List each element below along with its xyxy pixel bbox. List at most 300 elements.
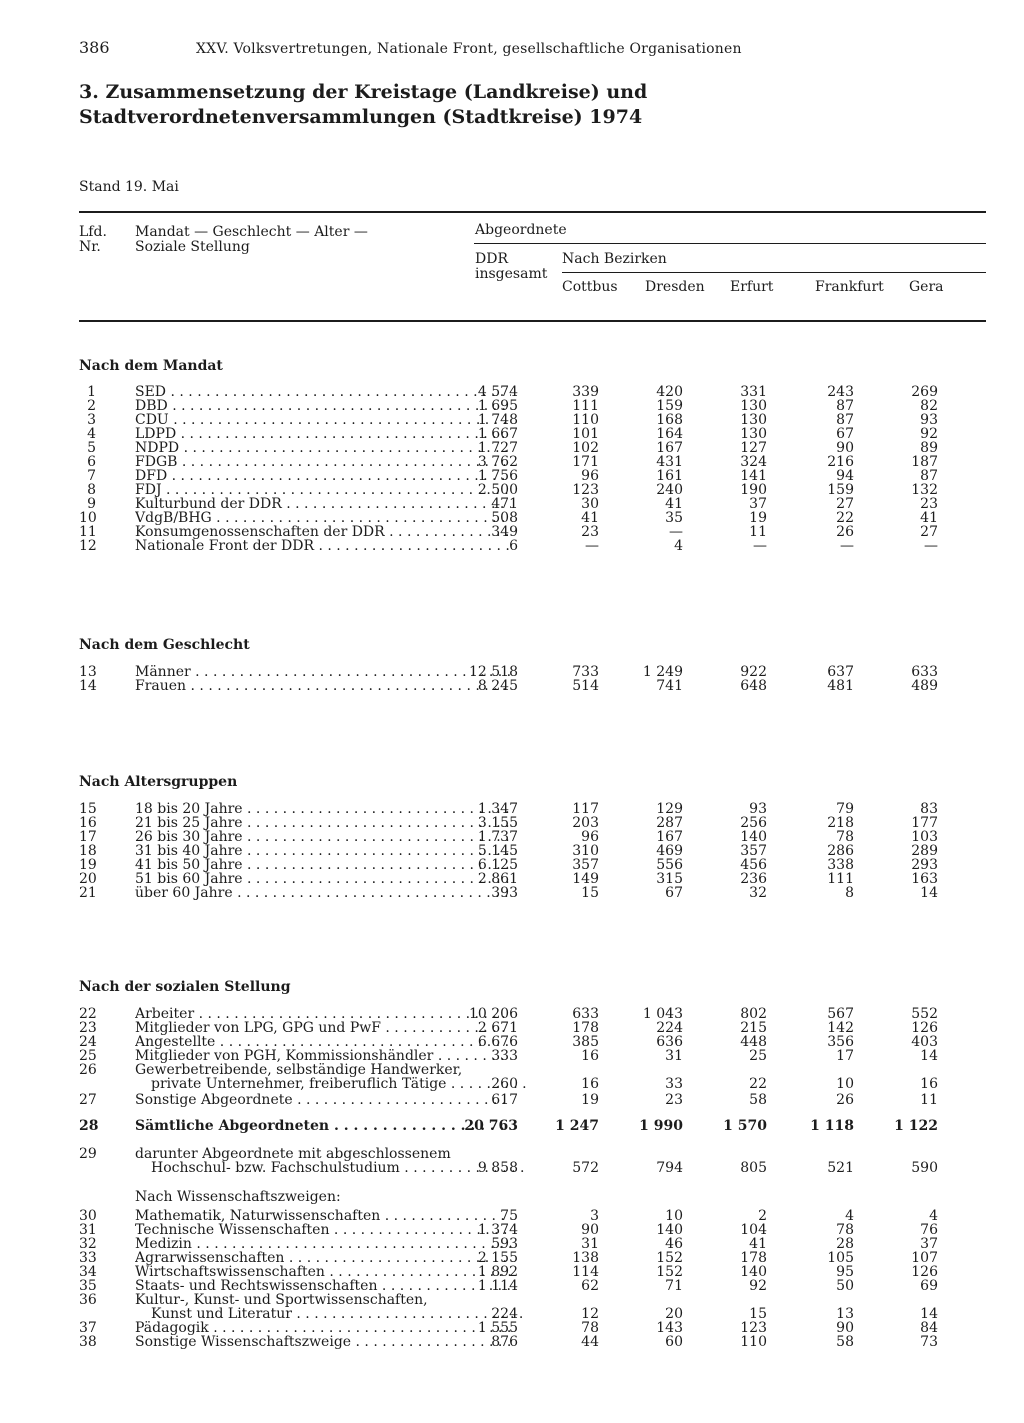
row-label: Mathematik, Naturwissenschaften . . .	[135, 1209, 511, 1223]
row-value: 58	[749, 1092, 767, 1108]
header-nr-text: Nr.	[79, 239, 101, 255]
table-row	[79, 858, 979, 872]
table-row	[79, 385, 979, 399]
row-value: 1 122	[894, 1118, 938, 1134]
row-number: 15	[79, 801, 97, 817]
table-row	[79, 1321, 979, 1335]
row-value: 16	[920, 1076, 938, 1092]
title-line-1: 3. Zusammensetzung der Kreistage (Landkreise) und	[79, 81, 648, 103]
row-number: 8	[87, 482, 96, 498]
row-value: 110	[572, 412, 599, 428]
row-number: 17	[79, 829, 97, 845]
table-row	[79, 427, 979, 441]
row-value: 489	[911, 678, 938, 694]
row-label: Arbeiter . . .	[135, 1007, 511, 1021]
row-value: 310	[572, 843, 599, 859]
row-value: 123	[572, 482, 599, 498]
table-row	[79, 1062, 979, 1092]
row-value: 46	[665, 1236, 683, 1252]
row-value: 33	[665, 1076, 683, 1092]
row-label: DBD . . .	[135, 399, 511, 413]
row-number: 33	[79, 1250, 97, 1266]
row-label: FDGB . . .	[135, 455, 511, 469]
table-row	[79, 1265, 979, 1279]
row-value: 1 374	[477, 1222, 518, 1238]
table-row	[79, 399, 979, 413]
row-value: 448	[740, 1034, 767, 1050]
row-value: 1 737	[477, 829, 518, 845]
row-value: 37	[749, 496, 767, 512]
row-number: 2	[87, 398, 96, 414]
row-value: 572	[572, 1160, 599, 1176]
row-value: 101	[572, 426, 599, 442]
row-label: 18 bis 20 Jahre . . .	[135, 802, 511, 816]
row-value: 6	[509, 538, 518, 554]
row-value: 2 155	[477, 1250, 518, 1266]
row-value: 10 206	[469, 1006, 518, 1022]
row-number: 26	[79, 1062, 97, 1078]
row-value: 129	[656, 801, 683, 817]
row-number: 19	[79, 857, 97, 873]
row-value: 1 667	[477, 426, 518, 442]
section-heading: Nach dem Geschlecht	[79, 637, 250, 653]
row-value: 741	[656, 678, 683, 694]
header-nach-bezirken: Nach Bezirken	[562, 251, 667, 267]
table-title	[79, 80, 679, 130]
row-value: 41	[920, 510, 938, 526]
row-value: 6 676	[477, 1034, 518, 1050]
row-label: Wirtschaftswissenschaften . . .	[135, 1265, 511, 1279]
row-value: 1 570	[723, 1118, 767, 1134]
row-value: 152	[656, 1264, 683, 1280]
row-label: Mitglieder von LPG, GPG und PwF . . .	[135, 1021, 511, 1035]
row-value: 269	[911, 384, 938, 400]
row-value: 105	[827, 1250, 854, 1266]
row-value: 60	[665, 1334, 683, 1350]
row-label: Kultur-, Kunst- und Sportwissenschaften,	[135, 1292, 428, 1308]
row-value: 114	[572, 1264, 599, 1280]
row-value: 8 245	[477, 678, 518, 694]
row-value: 636	[656, 1034, 683, 1050]
header-bezirk-frankfurt: Frankfurt	[815, 279, 884, 295]
row-label: LDPD . . .	[135, 427, 511, 441]
row-value: 178	[740, 1250, 767, 1266]
row-value: 287	[656, 815, 683, 831]
table-row	[79, 455, 979, 469]
row-number: 10	[79, 510, 97, 526]
row-value: 96	[581, 829, 599, 845]
table-row	[79, 802, 979, 816]
table-row	[79, 1251, 979, 1265]
row-value: 2	[758, 1208, 767, 1224]
row-value: 357	[740, 843, 767, 859]
section-heading: Nach Altersgruppen	[79, 774, 238, 790]
row-label: 51 bis 60 Jahre . . .	[135, 872, 511, 886]
row-value: 27	[920, 524, 938, 540]
row-value: 26	[836, 1092, 854, 1108]
table-row	[79, 1279, 979, 1293]
row-value: 50	[836, 1278, 854, 1294]
row-value: 393	[491, 885, 518, 901]
row-value: 164	[656, 426, 683, 442]
row-value: 1 247	[555, 1118, 599, 1134]
row-value: 126	[911, 1264, 938, 1280]
row-value: 1 555	[477, 1320, 518, 1336]
row-value: 805	[740, 1160, 767, 1176]
row-value: 58	[836, 1334, 854, 1350]
row-value: 67	[836, 426, 854, 442]
row-value: 508	[491, 510, 518, 526]
table-row	[79, 886, 979, 900]
row-number: 24	[79, 1034, 97, 1050]
row-value: 289	[911, 843, 938, 859]
row-value: 633	[911, 664, 938, 680]
row-label: Technische Wissenschaften . . .	[135, 1223, 511, 1237]
row-label: FDJ . . .	[135, 483, 511, 497]
row-value: 96	[581, 468, 599, 484]
row-value: 215	[740, 1020, 767, 1036]
row-value: 456	[740, 857, 767, 873]
row-label: Pädagogik . . .	[135, 1321, 511, 1335]
table-row	[79, 665, 979, 679]
row-value: 13	[836, 1306, 854, 1322]
row-value: 357	[572, 857, 599, 873]
row-label-continued: Hochschul- bzw. Fachschulstudium . . .	[135, 1161, 527, 1175]
row-value: 16	[581, 1076, 599, 1092]
header-label-line-2: Soziale Stellung	[135, 239, 250, 255]
row-value: 552	[911, 1006, 938, 1022]
row-value: 1 892	[477, 1264, 518, 1280]
row-number: 4	[87, 426, 96, 442]
row-value: 152	[656, 1250, 683, 1266]
row-number: 20	[79, 871, 97, 887]
row-value: 104	[740, 1222, 767, 1238]
row-value: 62	[581, 1278, 599, 1294]
row-label: DFD . . .	[135, 469, 511, 483]
row-value: 2 861	[477, 871, 518, 887]
table-row	[79, 844, 979, 858]
row-value: 159	[827, 482, 854, 498]
row-value: 240	[656, 482, 683, 498]
row-value: 19	[749, 510, 767, 526]
row-label: VdgB/BHG . . .	[135, 511, 511, 525]
row-value: 92	[749, 1278, 767, 1294]
row-number: 1	[87, 384, 96, 400]
row-number: 13	[79, 664, 97, 680]
row-value: 794	[656, 1160, 683, 1176]
row-label: Sonstige Wissenschaftszweige . . .	[135, 1335, 511, 1349]
row-number: 29	[79, 1146, 97, 1162]
row-value: 168	[656, 412, 683, 428]
table-row	[79, 1292, 979, 1322]
row-value: 22	[749, 1076, 767, 1092]
row-value: 4	[929, 1208, 938, 1224]
row-number: 32	[79, 1236, 97, 1252]
row-value: 163	[911, 871, 938, 887]
header-ddr-insgesamt	[475, 252, 547, 282]
row-value: 9 858	[477, 1160, 518, 1176]
row-value: 431	[656, 454, 683, 470]
row-value: 71	[665, 1278, 683, 1294]
row-number: 18	[79, 843, 97, 859]
row-value: 90	[836, 440, 854, 456]
row-label: darunter Abgeordnete mit abgeschlossenem	[135, 1146, 451, 1162]
table-row	[79, 441, 979, 455]
row-value: 22	[836, 510, 854, 526]
row-value: 16	[581, 1048, 599, 1064]
header-bezirk-erfurt: Erfurt	[730, 279, 774, 295]
row-value: 3 155	[477, 815, 518, 831]
row-value: 15	[581, 885, 599, 901]
row-value: 1 114	[477, 1278, 518, 1294]
row-value: 110	[740, 1334, 767, 1350]
row-value: 733	[572, 664, 599, 680]
row-value: 593	[491, 1236, 518, 1252]
row-value: 44	[581, 1334, 599, 1350]
row-value: 11	[920, 1092, 938, 1108]
row-label: Agrarwissenschaften . . .	[135, 1251, 511, 1265]
row-label: 41 bis 50 Jahre . . .	[135, 858, 511, 872]
row-label-continued: Kunst und Literatur . . .	[135, 1307, 527, 1321]
row-value: 590	[911, 1160, 938, 1176]
row-number: 23	[79, 1020, 97, 1036]
row-value: 338	[827, 857, 854, 873]
row-value: 356	[827, 1034, 854, 1050]
table-row	[79, 469, 979, 483]
row-value: 82	[920, 398, 938, 414]
header-ddr: DDR	[475, 251, 508, 267]
row-number: 36	[79, 1292, 97, 1308]
row-value: 142	[827, 1020, 854, 1036]
row-value: 143	[656, 1320, 683, 1336]
row-value: 117	[572, 801, 599, 817]
row-label: Männer . . .	[135, 665, 511, 679]
row-value: 94	[836, 468, 854, 484]
row-value: 6 125	[477, 857, 518, 873]
table-row	[79, 1035, 979, 1049]
row-value: 76	[920, 1222, 938, 1238]
row-value: 471	[491, 496, 518, 512]
row-value: 802	[740, 1006, 767, 1022]
row-value: 5 145	[477, 843, 518, 859]
table-row	[79, 539, 979, 553]
row-number: 27	[79, 1092, 97, 1108]
row-value: 178	[572, 1020, 599, 1036]
row-number: 11	[79, 524, 97, 540]
row-number: 21	[79, 885, 97, 901]
row-value: 140	[656, 1222, 683, 1238]
row-value: 12 518	[469, 664, 518, 680]
row-number: 16	[79, 815, 97, 831]
row-value: 111	[827, 871, 854, 887]
row-label: NDPD . . .	[135, 441, 511, 455]
row-number: 30	[79, 1208, 97, 1224]
row-value: 75	[500, 1208, 518, 1224]
row-value: 20 763	[464, 1118, 518, 1134]
row-value: 87	[836, 398, 854, 414]
row-value: 26	[836, 524, 854, 540]
header-lfd	[79, 225, 107, 255]
row-value: 37	[920, 1236, 938, 1252]
row-value: 140	[740, 1264, 767, 1280]
row-value: 324	[740, 454, 767, 470]
row-value: 27	[836, 496, 854, 512]
row-value: 331	[740, 384, 767, 400]
row-label: Mitglieder von PGH, Kommissionshändler . . .	[135, 1049, 511, 1063]
row-value: 161	[656, 468, 683, 484]
row-number: 5	[87, 440, 96, 456]
row-value: —	[924, 538, 938, 554]
row-number: 6	[87, 454, 96, 470]
row-number: 31	[79, 1222, 97, 1238]
row-value: 84	[920, 1320, 938, 1336]
row-number: 38	[79, 1334, 97, 1350]
abgeordnete-rule	[474, 243, 986, 244]
row-value: 103	[911, 829, 938, 845]
row-value: 23	[581, 524, 599, 540]
row-value: 23	[920, 496, 938, 512]
row-value: 2 671	[477, 1020, 518, 1036]
row-label: Sonstige Abgeordnete . . .	[135, 1093, 511, 1107]
table-row	[79, 1335, 979, 1349]
header-abgeordnete: Abgeordnete	[475, 222, 567, 238]
header-top-rule	[79, 211, 986, 213]
row-value: 190	[740, 482, 767, 498]
row-value: 167	[656, 829, 683, 845]
section-heading: Nach dem Mandat	[79, 358, 223, 374]
row-value: 224	[491, 1306, 518, 1322]
row-value: 617	[491, 1092, 518, 1108]
row-value: 469	[656, 843, 683, 859]
table-row	[79, 1209, 979, 1223]
page-number: 386	[79, 38, 110, 57]
row-value: 260	[491, 1076, 518, 1092]
row-value: 648	[740, 678, 767, 694]
row-value: 140	[740, 829, 767, 845]
row-value: 30	[581, 496, 599, 512]
row-value: 177	[911, 815, 938, 831]
table-row	[79, 1049, 979, 1063]
row-value: 89	[920, 440, 938, 456]
row-value: 216	[827, 454, 854, 470]
row-value: 514	[572, 678, 599, 694]
row-value: 243	[827, 384, 854, 400]
row-value: 3 762	[477, 454, 518, 470]
row-value: 95	[836, 1264, 854, 1280]
table-row	[79, 1237, 979, 1251]
row-value: 236	[740, 871, 767, 887]
row-value: 11	[749, 524, 767, 540]
row-value: 315	[656, 871, 683, 887]
row-value: —	[840, 538, 854, 554]
row-value: 1 727	[477, 440, 518, 456]
row-value: 102	[572, 440, 599, 456]
title-line-2: Stadtverordnetenversammlungen (Stadtkreise) 1974	[79, 106, 643, 128]
table-row	[79, 1093, 979, 1107]
table-row	[79, 1146, 979, 1176]
row-value: 218	[827, 815, 854, 831]
row-label: Frauen . . .	[135, 679, 511, 693]
row-value: 1 043	[642, 1006, 683, 1022]
row-number: 34	[79, 1264, 97, 1280]
row-value: —	[669, 524, 683, 540]
row-value: 90	[836, 1320, 854, 1336]
row-value: 23	[665, 1092, 683, 1108]
table-row	[79, 1119, 979, 1133]
row-value: 1 990	[639, 1118, 683, 1134]
row-number: 14	[79, 678, 97, 694]
row-value: 130	[740, 412, 767, 428]
stand-date: Stand 19. Mai	[79, 179, 179, 195]
row-value: 1 756	[477, 468, 518, 484]
header-bezirk-gera: Gera	[909, 279, 944, 295]
row-value: —	[753, 538, 767, 554]
row-value: 83	[920, 801, 938, 817]
row-value: 41	[749, 1236, 767, 1252]
row-value: 293	[911, 857, 938, 873]
table-row	[79, 525, 979, 539]
row-label: Medizin . . .	[135, 1237, 511, 1251]
wissenschaft-heading: Nach Wissenschaftszweigen:	[135, 1189, 341, 1205]
row-value: 149	[572, 871, 599, 887]
row-value: 556	[656, 857, 683, 873]
row-number: 25	[79, 1048, 97, 1064]
row-value: 92	[920, 426, 938, 442]
table-row	[79, 1223, 979, 1237]
row-value: 20	[665, 1306, 683, 1322]
row-value: 3	[590, 1208, 599, 1224]
row-value: 19	[581, 1092, 599, 1108]
table-row	[79, 413, 979, 427]
row-value: 126	[911, 1020, 938, 1036]
header-bezirk-dresden: Dresden	[645, 279, 705, 295]
row-value: 633	[572, 1006, 599, 1022]
row-label: Konsumgenossenschaften der DDR . . .	[135, 525, 511, 539]
row-value: 31	[665, 1048, 683, 1064]
table-row	[79, 497, 979, 511]
row-value: 78	[581, 1320, 599, 1336]
row-value: 127	[740, 440, 767, 456]
row-value: 78	[836, 829, 854, 845]
table-row	[79, 872, 979, 886]
row-label: 26 bis 30 Jahre . . .	[135, 830, 511, 844]
row-value: 17	[836, 1048, 854, 1064]
row-value: 567	[827, 1006, 854, 1022]
header-bezirk-cottbus: Cottbus	[562, 279, 618, 295]
row-value: 107	[911, 1250, 938, 1266]
header-label-line-1: Mandat — Geschlecht — Alter —	[135, 224, 368, 240]
row-value: 79	[836, 801, 854, 817]
row-value: 8	[845, 885, 854, 901]
row-value: 10	[665, 1208, 683, 1224]
row-value: 15	[749, 1306, 767, 1322]
row-label: über 60 Jahre . . .	[135, 886, 511, 900]
row-label: Nationale Front der DDR . . .	[135, 539, 511, 553]
row-number: 37	[79, 1320, 97, 1336]
row-value: 35	[665, 510, 683, 526]
row-value: 130	[740, 426, 767, 442]
row-value: 1 695	[477, 398, 518, 414]
row-value: 28	[836, 1236, 854, 1252]
row-number: 9	[87, 496, 96, 512]
row-label: SED . . .	[135, 385, 511, 399]
bezirke-rule	[562, 272, 986, 273]
table-row	[79, 1007, 979, 1021]
row-label-continued: private Unternehmer, freiberuflich Tätige . . .	[135, 1077, 527, 1091]
row-value: 25	[749, 1048, 767, 1064]
row-label: 21 bis 25 Jahre . . .	[135, 816, 511, 830]
row-value: 286	[827, 843, 854, 859]
